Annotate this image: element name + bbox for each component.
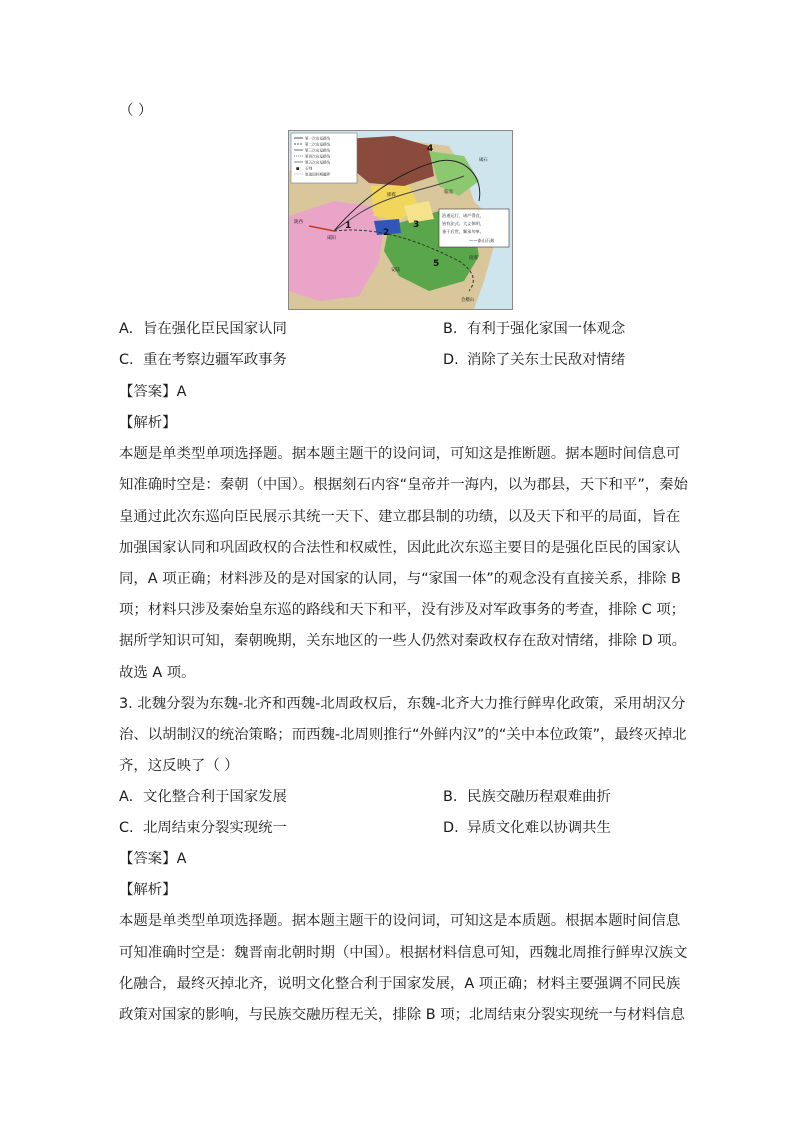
place-label: 临淄 [444,190,453,195]
option-text: 异质文化难以协调共生 [467,820,611,836]
option-letter: C. [119,352,134,368]
svg-text:1: 1 [345,221,352,231]
q3-option-d[interactable] [443,818,611,838]
option-text: 消除了关东士民敌对情绪 [467,352,626,368]
q3-analysis-line: 政策对国家的影响，与民族交融历程无关，排除 B 项；北周结束分裂实现统一与材料信息 [119,1007,685,1023]
q2-option-c[interactable] [119,350,287,370]
q2-option-b[interactable] [443,319,625,339]
option-letter: B. [443,789,458,805]
option-text: 民族交融历程艰难曲折 [467,789,611,805]
legend-item: 第一次出巡路线 [305,136,331,141]
legend-item: 第四次出巡路线 [305,154,331,159]
place-label: 邯郸 [387,193,396,198]
q3-answer: 【答案】A [119,851,187,867]
legend-item: 石刻 [305,166,313,171]
place-label: 咸阳 [327,236,336,241]
question-2-stem-tail: （ ） [119,103,153,119]
stone-inscription-icon: ■ [296,166,300,171]
q3-option-a[interactable] [119,787,287,807]
qin-tour-map [288,130,513,310]
svg-text:3: 3 [413,220,420,230]
q2-option-d[interactable] [443,350,625,370]
q2-analysis-line: 知准确时空是：秦朝（中国）。根据刻石内容“皇帝并一海内，以为郡县，天下和平”，秦始 [119,477,688,493]
q2-analysis-line: 同，A 项正确；材料涉及的是对国家的认同，与“家国一体”的观念没有直接关系，排除 B [119,571,681,587]
option-letter: C. [119,820,134,836]
q3-option-b[interactable] [443,787,611,807]
q3-stem-line: 齐，这反映了（ ） [119,758,239,774]
q2-option-a[interactable] [119,319,287,339]
svg-text:5: 5 [433,259,440,269]
place-label: 陇西 [294,220,303,225]
option-letter: A. [119,321,134,337]
q2-analysis-line: 加强国家认同和巩固政权的合法性和权威性，因此此次东巡主要目的是强化臣民的国家认 [119,540,681,556]
q3-stem-line: 治、以胡制汉的统治策略；而西魏-北周则推行“外鲜内汉”的“关中本位政策”，最终灭掉北 [119,727,687,743]
q2-analysis-line: 本题是单类型单项选择题。据本题主题干的设问词，可知这是推断题。据本题时间信息可 [119,446,681,462]
legend-item: 第二次出巡路线 [305,142,331,147]
option-letter: D. [443,352,459,368]
legend-item: 原战国时期疆界 [305,172,331,177]
option-letter: D. [443,820,459,836]
svg-text:2: 2 [383,228,390,238]
q3-analysis-line: 可知准确时空是：魏晋南北朝时期（中国）。根据材料信息可知，西魏北周推行鲜卑汉族文 [119,945,688,961]
place-label: 会稽山 [461,298,475,303]
q3-analysis-heading: 【解析】 [119,882,177,898]
inscription-line: 治道运行，诸产得宜， [442,213,484,218]
option-letter: A. [119,789,134,805]
option-text: 重在考察边疆军政事务 [143,352,287,368]
map-drawing [289,131,512,309]
svg-text:4: 4 [427,144,434,154]
option-text: 文化整合利于国家发展 [143,789,287,805]
q2-analysis-line: 故选 A 项。 [119,665,196,681]
place-label: 琅邪 [469,256,478,261]
q3-analysis-line: 本题是单类型单项选择题。据本题主题干的设问词，可知这是本质题。根据本题时间信息 [119,913,681,929]
q3-option-c[interactable] [119,818,287,838]
q2-analysis-line: 项；材料只涉及秦始皇东巡的路线和天下和平，没有涉及对军政事务的考查，排除 C 项； [119,602,686,618]
option-text: 旨在强化臣民国家认同 [143,321,287,337]
inscription-line: 垂于后世，顺承勿革。 [442,229,484,234]
inscription-line: ——泰山石刻 [469,238,495,243]
legend-item: 第三次出巡路线 [305,148,331,153]
option-text: 北周结束分裂实现统一 [143,820,287,836]
legend-item: 第五次出巡路线 [305,160,331,165]
option-letter: B. [443,321,458,337]
q2-answer: 【答案】A [119,384,187,400]
q3-stem-line: 3. 北魏分裂为东魏-北齐和西魏-北周政权后，东魏-北齐大力推行鲜卑化政策，采用胡汉分 [119,696,686,712]
place-label: 碣石 [479,158,488,163]
inscription-line: 皆有法式。大义休明， [442,221,484,226]
option-text: 有利于强化家国一体观念 [467,321,626,337]
q2-analysis-line: 据所学知识可知，秦朝晚期，关东地区的一些人仍然对秦政权存在敌对情绪，排除 D 项。 [119,633,687,649]
q2-analysis-heading: 【解析】 [119,415,177,431]
place-label: 安陆 [391,268,400,273]
q2-analysis-line: 皇通过此次东巡向臣民展示其统一天下、建立郡县制的功绩，以及天下和平的局面，旨在 [119,509,681,525]
q3-analysis-line: 化融合，最终灭掉北齐，说明文化整合利于国家发展，A 项正确；材料主要强调不同民族 [119,976,681,992]
